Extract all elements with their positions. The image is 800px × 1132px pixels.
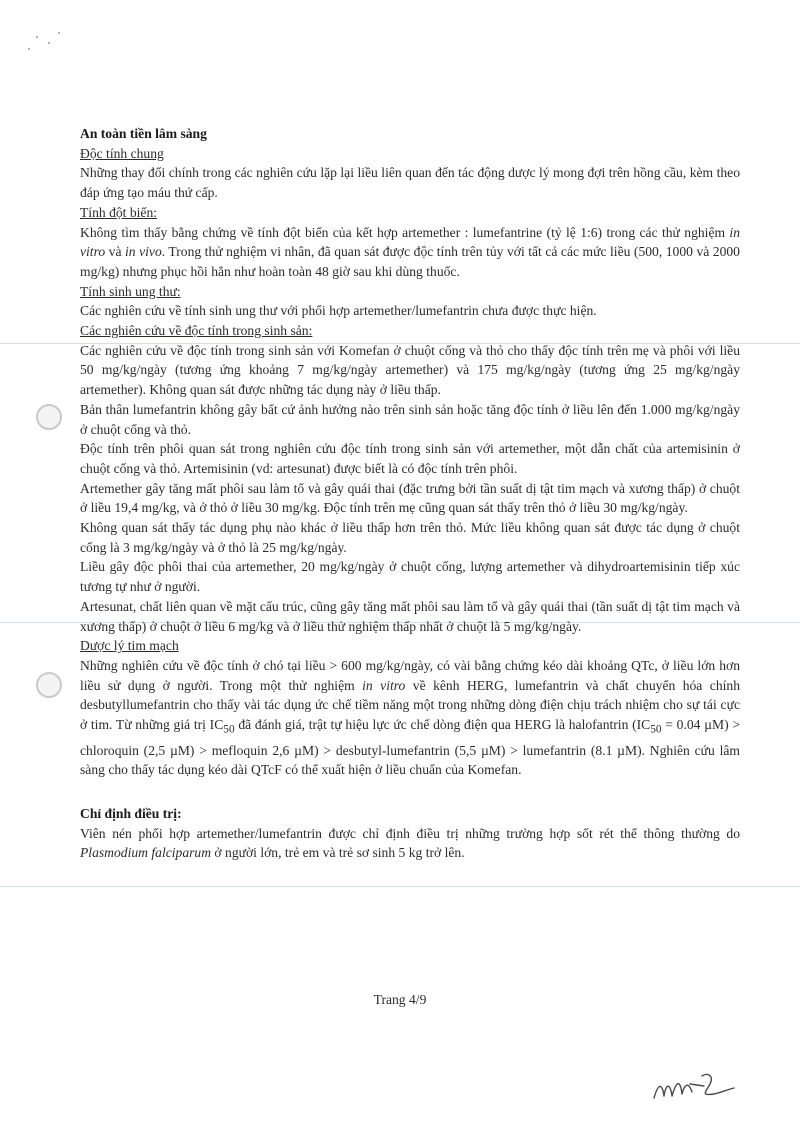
paragraph: Không quan sát thấy tác dụng phụ nào khác ở liều thấp hơn trên thỏ. Mức liều không quan sát được tác dụng ở chuột cống là 3 mg/kg/ngày và ở thỏ là 25 mg/kg/ngày. bbox=[80, 520, 740, 555]
scan-speck bbox=[48, 42, 50, 44]
punch-hole-icon bbox=[36, 672, 62, 698]
paragraph: Các nghiên cứu về độc tính trong sinh sản với Komefan ở chuột cống và thỏ cho thấy độc tính trên mẹ và phôi với liều 50 mg/kg/ngày (tương ứng khoảng 7 mg/kg/ngày artemether) và 175 mg/kg/ngày (tương ứng 25 mg/kg/ngày artemether). Không quan sát được những tác dụng này ở liều thấp. bbox=[80, 342, 740, 398]
subsection-heading: Tính đột biến: bbox=[80, 204, 158, 220]
paragraph: Không tìm thấy bằng chứng về tính đột biến của kết hợp artemether : lumefantrine (tỷ lệ 1:6) trong các thử nghiệm in vitro và in vivo. Trong thử nghiệm vi nhân, đã quan sát được độc tính trên tủy với tất cả các mức liều (500, 1000 và 2000 mg/kg) nhưng phục hồi hẳn như hoàn toàn 48 giờ sau khi dùng thuốc. bbox=[80, 224, 740, 279]
document-body bbox=[80, 124, 740, 863]
subsection-heading: Dược lý tim mạch bbox=[80, 638, 179, 654]
page-number: Trang 4/9 bbox=[373, 992, 427, 1007]
scan-speck bbox=[36, 36, 38, 38]
subsection-heading: Tính sinh ung thư: bbox=[80, 283, 181, 299]
paragraph: Artemether gây tăng mất phôi sau làm tổ và gây quái thai (đặc trưng bởi tần suất dị tật tim mạch và xương thấp) ở chuột ở liều 19,4 mg/kg, và ở thỏ ở liều 30 mg/kg. Độc tính trên mẹ cũng quan sát thấy trên thỏ ở liều 30 mg/kg/ngày. bbox=[80, 480, 740, 516]
paragraph: Artesunat, chất liên quan về mặt cấu trúc, cũng gây tăng mất phôi sau làm tổ và gây quái thai (tần suất dị tật tim mạch và xương thấp) ở chuột ở liều 6 mg/kg và ở liều thử nghiệm thấp nhất ở chuột là 5 mg/kg/ngày. bbox=[80, 598, 740, 634]
handwritten-signature bbox=[650, 1068, 740, 1112]
paragraph: Các nghiên cứu về tính sinh ung thư với phối hợp artemether/lumefantrin chưa được thực hiện. bbox=[80, 303, 597, 319]
paragraph: Những nghiên cứu về độc tính ở chó tại liều > 600 mg/kg/ngày, có vài bằng chứng kéo dài khoảng QTc, ở liều lớn hơn liều sử dụng ở người. Trong một thử nghiệm in vitro về kênh HERG, lumefantrin và chất chuyển hóa chính desbutyllumefantrin cho thấy vài tác dụng ức chế tiềm năng một trong những dòng điện chịu trách nhiệm cho sự tái cực ở tim. Từ những giá trị $IC_{50}$ đã đánh giá, trật tự hiệu lực ức chế dòng điện qua HERG là halofantrin ($IC_{50} = 0.04$ µM) > chloroquin (2,5 µM) > mefloquin 2,6 µM) > desbutyl-lumefantrin (5,5 µM) > lumefantrin (8.1 µM). Nghiên cứu lâm sàng cho thấy tác dụng kéo dài QTcF có thể xuất hiện ở liều chuẩn của Komefan. bbox=[80, 657, 740, 778]
scan-speck bbox=[58, 32, 60, 34]
section-heading: An toàn tiền lâm sàng bbox=[80, 126, 207, 141]
scan-speck bbox=[28, 48, 30, 50]
paragraph: Độc tính trên phôi quan sát trong nghiên cứu độc tính trong sinh sản với artemether, một dẫn chất của artemisinin ở chuột cống và thỏ. Artemisinin (vd: artesunat) được biết là có độc tính trên phôi. bbox=[80, 441, 740, 476]
subsection-heading: Các nghiên cứu về độc tính trong sinh sản: bbox=[80, 323, 313, 339]
punch-hole-icon bbox=[36, 404, 62, 430]
subsection-heading: Độc tính chung bbox=[80, 145, 164, 161]
scan-line bbox=[0, 886, 800, 887]
paragraph: Những thay đổi chính trong các nghiên cứu lặp lại liều liên quan đến tác động dược lý mong đợi trên hồng cầu, kèm theo đáp ứng tạo máu thứ cấp. bbox=[80, 165, 740, 201]
section-heading: Chỉ định điều trị: bbox=[80, 805, 182, 821]
paragraph: Viên nén phối hợp artemether/lumefantrin được chỉ định điều trị những trường hợp sốt rét thể thông thường do Plasmodium falciparum ở người lớn, trẻ em và trẻ sơ sinh 5 kg trở lên. bbox=[80, 825, 740, 861]
paragraph: Bản thân lumefantrin không gây bất cứ ảnh hưởng nào trên sinh sản hoặc tăng độc tính ở liều lên đến 1.000 mg/kg/ngày ở chuột cống và thỏ. bbox=[80, 401, 740, 437]
paragraph: Liều gây độc phôi thai của artemether, 20 mg/kg/ngày ở chuột cống, lượng artemether và dihydroartemisinin tiếp xúc tương tự như ở người. bbox=[80, 559, 740, 595]
